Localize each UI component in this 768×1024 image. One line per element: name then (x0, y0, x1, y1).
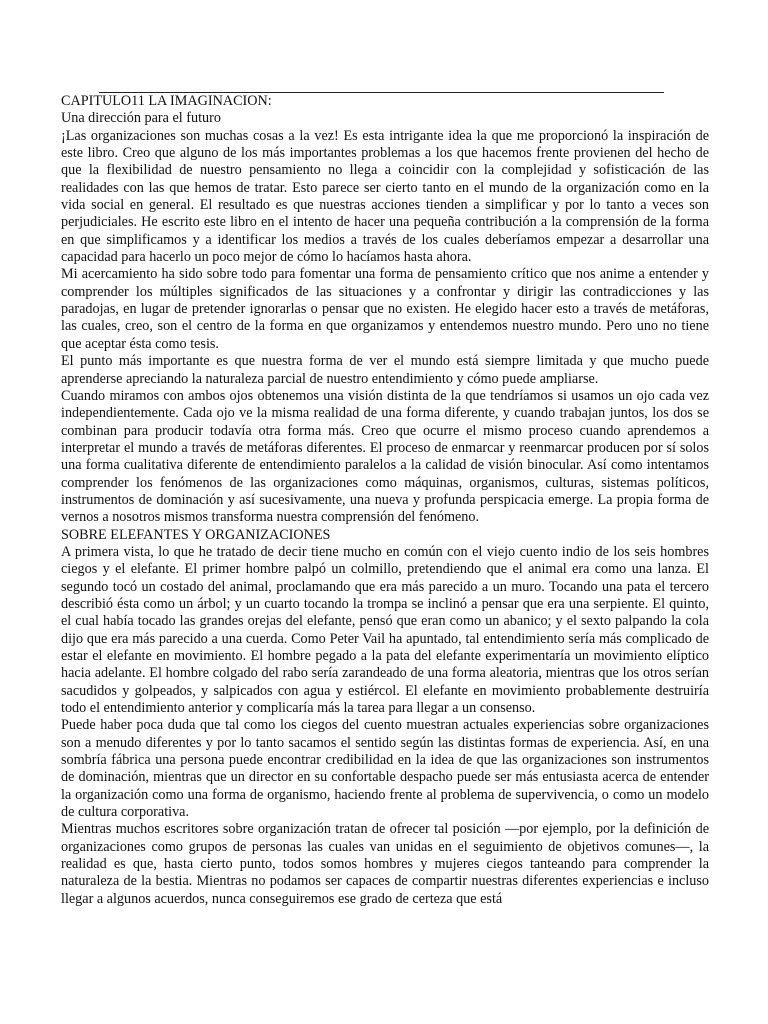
paragraph: Puede haber poca duda que tal como los ciegos del cuento muestran actuales experiencias sobre organizaciones son a menudo diferentes y por lo tanto sacamos el sentido según las distintas formas de experiencia. Así, en una sombría fábrica una persona puede encontrar credibilidad en la idea de que las organizaciones son instrumentos de dominación, mientras que un director en su confortable despacho puede ser más entusiasta acerca de entender la organización como una forma de organismo, haciendo frente al problema de supervivencia, o como un modelo de cultura corporativa. (61, 717, 709, 821)
section-heading: SOBRE ELEFANTES Y ORGANIZACIONES (61, 526, 331, 543)
paragraph: A primera vista, lo que he tratado de decir tiene mucho en común con el viejo cuento indio de los seis hombres ciegos y el elefante. El primer hombre palpó un colmillo, pretendiendo que el animal era como una lanza. El segundo tocó un costado del animal, proclamando que era más parecido a un muro. Tocando una pata el tercero describió ésta como un árbol; y un cuarto tocando la trompa se inclinó a pensar que era una serpiente. El quinto, el cual había tocado las grandes orejas del elefante, pensó que eran como un abanico; y el sexto palpando la cola dijo que era más parecido a una cuerda. Como Peter Vail ha apuntado, tal entendimiento sería más complicado de estar el elefante en movimiento. El hombre pegado a la pata del elefante experimentaría un movimiento elíptico hacia adelante. El hombre colgado del rabo sería zarandeado de una forma aleatoria, mientras que los otros serían sacudidos y golpeados, y salpicados con agua y estiércol. El elefante en movimiento probablemente destruiría todo el entendimiento anterior y complicaría más la tarea para llegar a un consenso. (61, 543, 709, 717)
paragraph: Mientras muchos escritores sobre organización tratan de ofrecer tal posición —por ejemplo, por la definición de organizaciones como grupos de personas las cuales van unidas en el seguimiento de objetivos comunes—, la realidad es que, hasta cierto punto, todos somos hombres y mujeres ciegos tanteando para comprender la naturaleza de la bestia. Mientras no podamos ser capaces de compartir nuestras diferentes experiencias e incluso llegar a algunos acuerdos, nunca conseguiremos ese grado de certeza que está (61, 821, 709, 907)
document-body (61, 93, 709, 908)
paragraph: Mi acercamiento ha sido sobre todo para fomentar una forma de pensamiento crítico que nos anime a entender y comprender los múltiples significados de las situaciones y a confrontar y dirigir las contradicciones y las paradojas, en lugar de pretender ignorarlas o pensar que no existen. He elegido hacer esto a través de metáforas, las cuales, creo, son el centro de la forma en que organizamos y entendemos nuestro mundo. Pero uno no tiene que aceptar ésta como tesis. (61, 266, 709, 352)
chapter-subtitle: Una dirección para el futuro (61, 110, 221, 127)
paragraph: El punto más importante es que nuestra forma de ver el mundo está siempre limitada y que mucho puede aprenderse apreciando la naturaleza parcial de nuestro entendimiento y cómo puede ampliarse. (61, 353, 709, 387)
paragraph: ¡Las organizaciones son muchas cosas a la vez! Es esta intrigante idea la que me proporcionó la inspiración de este libro. Creo que alguno de los más importantes problemas a los que hacemos frente provienen del hecho de que la flexibilidad de nuestro pensamiento no llega a coincidir con la complejidad y sofisticación de las realidades con las que hemos de tratar. Esto parece ser cierto tanto en el mundo de la organización como en la vida social en general. El resultado es que nuestras acciones tienden a simplificar y por lo tanto a veces son perjudiciales. He escrito este libro en el intento de hacer una pequeña contribución a la comprensión de la forma en que simplificamos y a identificar los medios a través de los cuales deberíamos empezar a desarrollar una capacidad para hacerlo un poco mejor de cómo lo hacíamos hasta ahora. (61, 127, 709, 266)
chapter-title: CAPITULO11 LA IMAGINACION: (61, 93, 272, 109)
paragraph: Cuando miramos con ambos ojos obtenemos una visión distinta de la que tendríamos si usamos un ojo cada vez independientemente. Cada ojo ve la misma realidad de una forma diferente, y cuando trabajan juntos, los dos se combinan para producir todavía otra forma más. Creo que ocurre el mismo proceso cuando aprendemos a interpretar el mundo a través de metáforas diferentes. El proceso de enmarcar y reenmarcar producen por sí solos una forma cualitativa diferente de entendimiento paralelos a la calidad de visión binocular. Así como intentamos comprender los fenómenos de las organizaciones como máquinas, organismos, culturas, sistemas políticos, instrumentos de dominación y así sucesivamente, una nueva y profunda perspicacia emerge. La propia forma de vernos a nosotros mismos transforma nuestra comprensión del fenómeno. (61, 387, 709, 526)
